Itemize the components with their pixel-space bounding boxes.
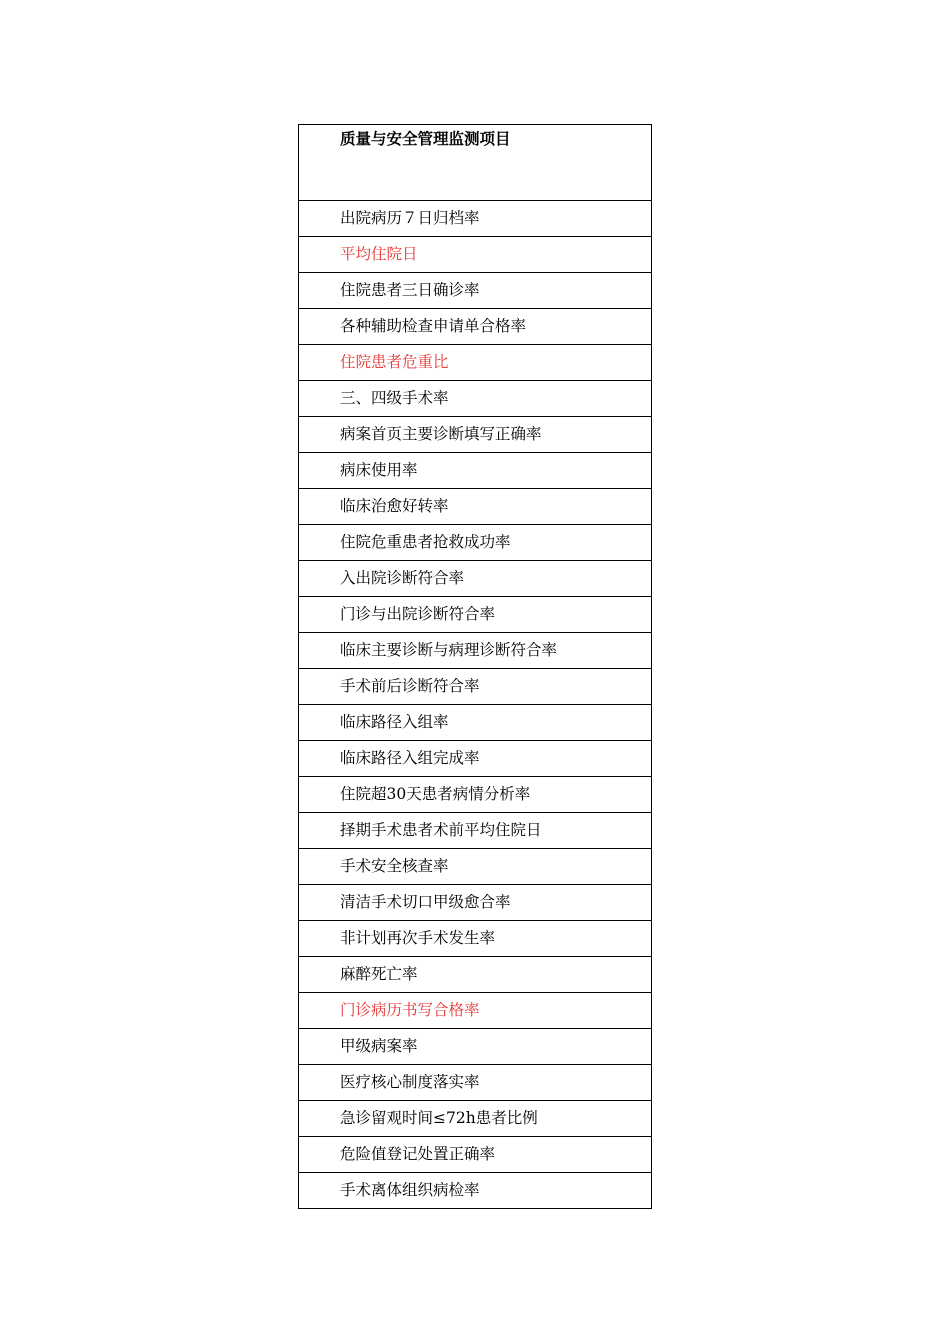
table-row <box>299 1065 652 1101</box>
table-row <box>299 957 652 993</box>
table-row <box>299 885 652 921</box>
table-row-label: 择期手术患者术前平均住院日 <box>299 813 652 849</box>
table-row-label: 平均住院日 <box>299 237 652 273</box>
table-body <box>299 125 652 1209</box>
table-row-label: 清洁手术切口甲级愈合率 <box>299 885 652 921</box>
table-row <box>299 237 652 273</box>
table-row-label: 临床主要诊断与病理诊断符合率 <box>299 633 652 669</box>
table-row-label: 出院病历７日归档率 <box>299 201 652 237</box>
table-row <box>299 597 652 633</box>
table-row-label: 病床使用率 <box>299 453 652 489</box>
table-row <box>299 381 652 417</box>
table-row-label: 甲级病案率 <box>299 1029 652 1065</box>
table-row-label: 急诊留观时间≤72h患者比例 <box>299 1101 652 1137</box>
table-row <box>299 561 652 597</box>
table-row-label: 住院患者三日确诊率 <box>299 273 652 309</box>
table-row-label: 医疗核心制度落实率 <box>299 1065 652 1101</box>
table-row-label: 危险值登记处置正确率 <box>299 1137 652 1173</box>
table-row-label: 麻醉死亡率 <box>299 957 652 993</box>
table-row <box>299 1173 652 1209</box>
table-row <box>299 201 652 237</box>
table-row <box>299 741 652 777</box>
table-row <box>299 525 652 561</box>
table-row-label: 临床路径入组完成率 <box>299 741 652 777</box>
table-header-row <box>299 125 652 201</box>
table-row <box>299 489 652 525</box>
table-row <box>299 633 652 669</box>
monitoring-items-table <box>298 124 652 1209</box>
table-row-label: 非计划再次手术发生率 <box>299 921 652 957</box>
table-row <box>299 669 652 705</box>
table-row-label: 临床路径入组率 <box>299 705 652 741</box>
table-row <box>299 345 652 381</box>
table-row-label: 病案首页主要诊断填写正确率 <box>299 417 652 453</box>
table-row-label: 临床治愈好转率 <box>299 489 652 525</box>
table-title: 质量与安全管理监测项目 <box>299 125 652 201</box>
table-row-label: 住院超30天患者病情分析率 <box>299 777 652 813</box>
table-row <box>299 813 652 849</box>
table-row-label: 住院患者危重比 <box>299 345 652 381</box>
table-row <box>299 993 652 1029</box>
table-row-label: 住院危重患者抢救成功率 <box>299 525 652 561</box>
table-row-label: 门诊病历书写合格率 <box>299 993 652 1029</box>
table-row-label: 入出院诊断符合率 <box>299 561 652 597</box>
table-row <box>299 1029 652 1065</box>
table-row <box>299 1101 652 1137</box>
table-row-label: 各种辅助检查申请单合格率 <box>299 309 652 345</box>
table-row <box>299 309 652 345</box>
table-row <box>299 921 652 957</box>
table-row <box>299 705 652 741</box>
table-row <box>299 1137 652 1173</box>
table-row <box>299 453 652 489</box>
table-row-label: 手术离体组织病检率 <box>299 1173 652 1209</box>
table-row <box>299 777 652 813</box>
table-row-label: 三、四级手术率 <box>299 381 652 417</box>
table-row-label: 门诊与出院诊断符合率 <box>299 597 652 633</box>
table-row <box>299 417 652 453</box>
table-row-label: 手术安全核查率 <box>299 849 652 885</box>
table-row <box>299 273 652 309</box>
table-row-label: 手术前后诊断符合率 <box>299 669 652 705</box>
table-row <box>299 849 652 885</box>
